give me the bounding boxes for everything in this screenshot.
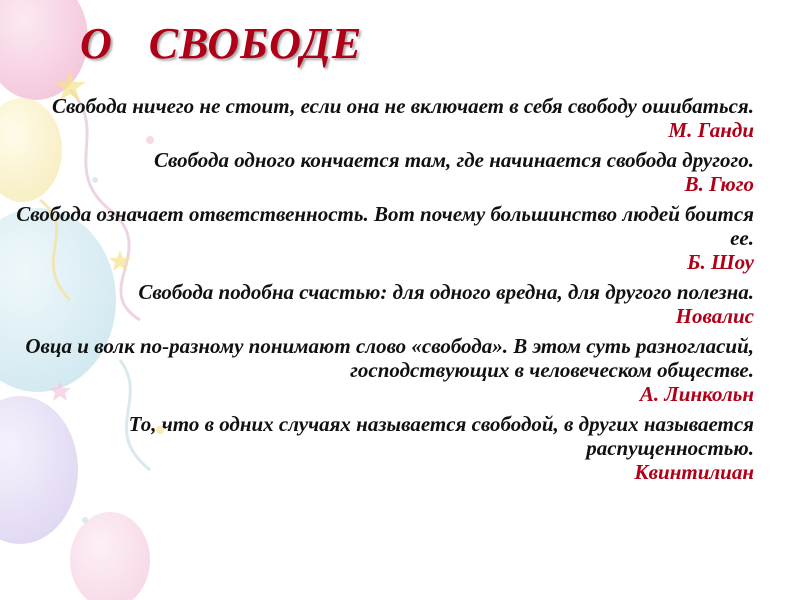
quotes-list [10, 94, 754, 490]
balloon-pink-small [70, 512, 150, 600]
quote-author: А. Линкольн [639, 382, 754, 406]
quote-block [10, 334, 754, 406]
quote-author: Новалис [675, 304, 754, 328]
quote-author: В. Гюго [684, 172, 754, 196]
quote-text: Свобода означает ответственность. Вот почему большинство людей боится ее. [16, 202, 754, 250]
quote-text: Свобода одного кончается там, где начинается свобода другого. [153, 148, 754, 172]
quote-block [10, 412, 754, 484]
quote-text: То, что в одних случаях называется свободой, в других называется распущенностью. [128, 412, 754, 460]
quote-text: Свобода подобна счастью: для одного вредна, для другого полезна. [138, 280, 754, 304]
confetti [82, 517, 88, 523]
quote-block [10, 202, 754, 274]
quote-block [10, 148, 754, 196]
slide-title: О СВОБОДЕ [80, 19, 363, 68]
quote-block [10, 280, 754, 328]
quote-author: Квинтилиан [634, 460, 754, 484]
quote-author: Б. Шоу [687, 250, 754, 274]
quote-text: Овца и волк по-разному понимают слово «свобода». В этом суть разногласий, господствующих в человеческом обществе. [25, 334, 754, 382]
quote-author: М. Ганди [668, 118, 754, 142]
quote-text: Свобода ничего не стоит, если она не включает в себя свободу ошибаться. [52, 94, 754, 118]
quote-block [10, 94, 754, 142]
